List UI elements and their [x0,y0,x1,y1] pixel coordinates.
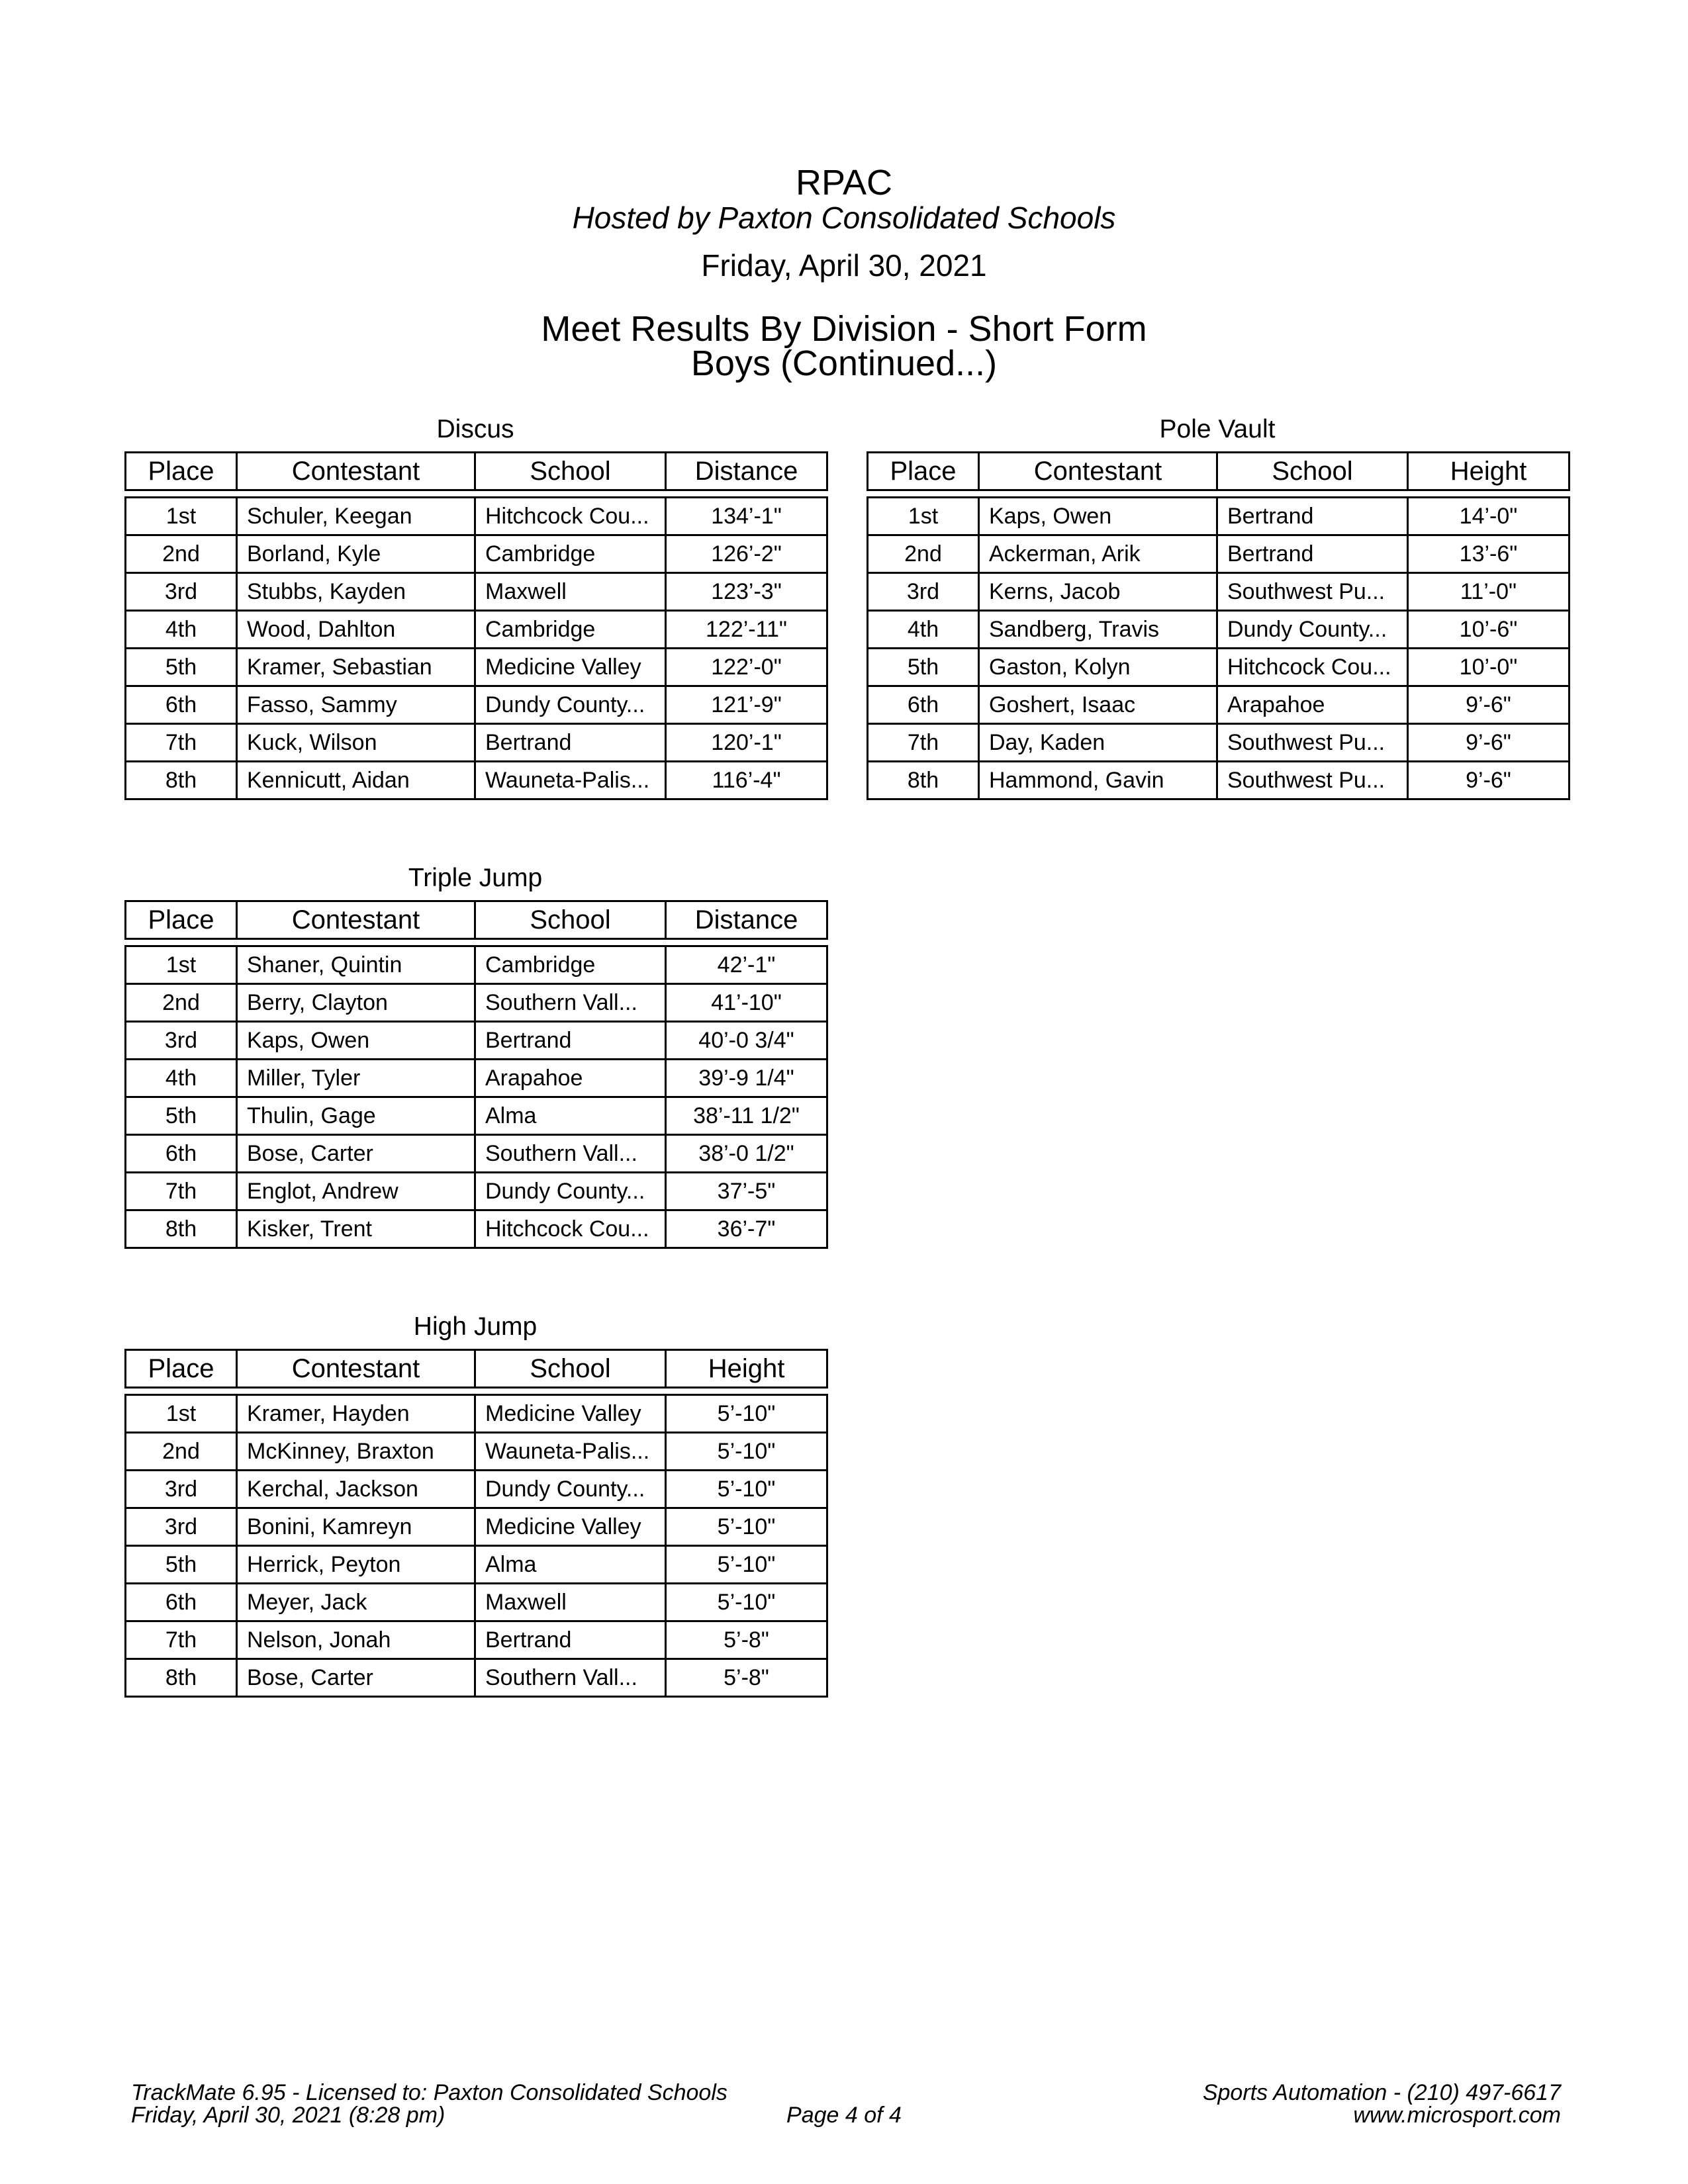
cell-mark: 9’-6" [1408,762,1570,799]
table-row [126,1584,827,1621]
cell-school: Bertrand [475,724,666,762]
cell-school: Southern Vall... [475,984,666,1022]
cell-school: Hitchcock Cou... [475,498,666,535]
meet-name: RPAC [795,163,893,203]
cell-place: 7th [126,1621,237,1659]
cell-contestant: Herrick, Peyton [237,1546,475,1584]
table-row [126,1433,827,1471]
cell-school: Hitchcock Cou... [475,1210,666,1248]
cell-school: Wauneta-Palis... [475,762,666,799]
column-header-contestant: Contestant [237,901,475,939]
table-row [868,762,1570,799]
cell-school: Medicine Valley [475,1508,666,1546]
cell-contestant: Kaps, Owen [237,1022,475,1060]
cell-contestant: Kerchal, Jackson [237,1471,475,1508]
event-pole-vault [867,412,1568,800]
cell-contestant: Borland, Kyle [237,535,475,573]
cell-mark: 123’-3" [666,573,827,611]
cell-contestant: Kramer, Sebastian [237,649,475,686]
cell-mark: 5’-8" [666,1659,827,1697]
cell-school: Southwest Pu... [1217,573,1408,611]
cell-mark: 10’-6" [1408,611,1570,649]
cell-mark: 5’-10" [666,1584,827,1621]
cell-school: Southwest Pu... [1217,724,1408,762]
cell-school: Alma [475,1546,666,1584]
cell-contestant: Wood, Dahlton [237,611,475,649]
cell-mark: 134’-1" [666,498,827,535]
table-row [868,573,1570,611]
cell-contestant: Miller, Tyler [237,1060,475,1097]
cell-school: Bertrand [475,1621,666,1659]
table-row [126,1097,827,1135]
cell-school: Dundy County... [475,1173,666,1210]
event-discus [124,412,826,800]
cell-place: 8th [126,1210,237,1248]
header-row [126,453,827,490]
cell-place: 8th [126,762,237,799]
cell-place: 5th [126,1546,237,1584]
column-header-school: School [475,453,666,490]
results-table [124,900,828,1249]
table-row [126,1508,827,1546]
cell-place: 1st [126,1395,237,1433]
table-row [126,724,827,762]
cell-school: Wauneta-Palis... [475,1433,666,1471]
cell-place: 1st [868,498,979,535]
cell-contestant: Schuler, Keegan [237,498,475,535]
table-row [868,686,1570,724]
cell-contestant: Day, Kaden [979,724,1217,762]
column-header-school: School [475,1350,666,1388]
host-line: Hosted by Paxton Consolidated Schools [572,201,1116,235]
cell-place: 3rd [126,1508,237,1546]
cell-contestant: Kramer, Hayden [237,1395,475,1433]
column-header-mark: Height [1408,453,1570,490]
cell-place: 1st [126,946,237,984]
cell-mark: 37’-5" [666,1173,827,1210]
cell-school: Cambridge [475,611,666,649]
cell-mark: 122’-11" [666,611,827,649]
cell-mark: 41’-10" [666,984,827,1022]
cell-contestant: Hammond, Gavin [979,762,1217,799]
column-header-school: School [475,901,666,939]
cell-contestant: Goshert, Isaac [979,686,1217,724]
footer-vendor-url: www.microsport.com [1353,2103,1561,2128]
table-row [868,724,1570,762]
cell-place: 3rd [126,573,237,611]
cell-school: Dundy County... [1217,611,1408,649]
cell-place: 5th [868,649,979,686]
cell-school: Medicine Valley [475,1395,666,1433]
cell-contestant: Stubbs, Kayden [237,573,475,611]
cell-contestant: Ackerman, Arik [979,535,1217,573]
cell-mark: 116’-4" [666,762,827,799]
cell-mark: 38’-11 1/2" [666,1097,827,1135]
cell-contestant: Meyer, Jack [237,1584,475,1621]
cell-school: Southern Vall... [475,1659,666,1697]
table-row [126,984,827,1022]
cell-contestant: Englot, Andrew [237,1173,475,1210]
cell-mark: 39’-9 1/4" [666,1060,827,1097]
cell-contestant: Bonini, Kamreyn [237,1508,475,1546]
cell-school: Dundy County... [475,1471,666,1508]
cell-contestant: Bose, Carter [237,1659,475,1697]
column-header-mark: Distance [666,901,827,939]
column-header-mark: Height [666,1350,827,1388]
cell-contestant: Thulin, Gage [237,1097,475,1135]
table-row [868,611,1570,649]
header-row [868,453,1570,490]
cell-mark: 5’-10" [666,1471,827,1508]
cell-contestant: Berry, Clayton [237,984,475,1022]
results-table [124,1349,828,1698]
cell-mark: 121’-9" [666,686,827,724]
cell-place: 2nd [126,1433,237,1471]
event-title: Discus [436,415,514,443]
footer-vendor [1203,2081,1561,2126]
cell-school: Arapahoe [1217,686,1408,724]
column-header-place: Place [126,1350,237,1388]
cell-school: Cambridge [475,946,666,984]
table-row [126,1022,827,1060]
cell-place: 5th [126,649,237,686]
cell-mark: 40’-0 3/4" [666,1022,827,1060]
footer-license-line: TrackMate 6.95 - Licensed to: Paxton Consolidated Schools [131,2080,727,2105]
table-row [868,649,1570,686]
cell-place: 7th [126,1173,237,1210]
table-row [126,1210,827,1248]
table-row [126,1173,827,1210]
cell-place: 5th [126,1097,237,1135]
cell-contestant: Nelson, Jonah [237,1621,475,1659]
cell-mark: 10’-0" [1408,649,1570,686]
event-high-jump [124,1309,826,1698]
column-header-contestant: Contestant [979,453,1217,490]
cell-mark: 13’-6" [1408,535,1570,573]
table-row [126,1621,827,1659]
cell-contestant: Gaston, Kolyn [979,649,1217,686]
cell-mark: 38’-0 1/2" [666,1135,827,1173]
cell-mark: 42’-1" [666,946,827,984]
cell-mark: 5’-10" [666,1508,827,1546]
results-table [124,451,828,800]
column-header-contestant: Contestant [237,453,475,490]
table-row [868,498,1570,535]
cell-place: 2nd [126,984,237,1022]
cell-place: 2nd [126,535,237,573]
cell-place: 4th [126,611,237,649]
header-row [126,901,827,939]
meet-date: Friday, April 30, 2021 [701,248,987,283]
cell-place: 8th [868,762,979,799]
cell-place: 2nd [868,535,979,573]
table-row [126,649,827,686]
cell-contestant: McKinney, Braxton [237,1433,475,1471]
cell-mark: 5’-10" [666,1433,827,1471]
cell-contestant: Kaps, Owen [979,498,1217,535]
cell-school: Cambridge [475,535,666,573]
cell-place: 6th [126,1584,237,1621]
cell-school: Hitchcock Cou... [1217,649,1408,686]
cell-mark: 9’-6" [1408,686,1570,724]
cell-school: Maxwell [475,573,666,611]
table-row [126,762,827,799]
table-row [126,686,827,724]
cell-school: Maxwell [475,1584,666,1621]
cell-contestant: Kerns, Jacob [979,573,1217,611]
cell-school: Bertrand [1217,498,1408,535]
header-row [126,1350,827,1388]
cell-contestant: Sandberg, Travis [979,611,1217,649]
cell-school: Arapahoe [475,1060,666,1097]
cell-school: Medicine Valley [475,649,666,686]
footer-print-date: Friday, April 30, 2021 (8:28 pm) [131,2103,445,2128]
table-row [126,1395,827,1433]
table-row [126,1135,827,1173]
report-title: Meet Results By Division - Short Form [541,309,1147,349]
cell-place: 3rd [126,1471,237,1508]
cell-contestant: Shaner, Quintin [237,946,475,984]
cell-school: Bertrand [475,1022,666,1060]
cell-place: 7th [126,724,237,762]
cell-contestant: Fasso, Sammy [237,686,475,724]
cell-contestant: Bose, Carter [237,1135,475,1173]
cell-mark: 126’-2" [666,535,827,573]
cell-place: 8th [126,1659,237,1697]
cell-mark: 5’-10" [666,1395,827,1433]
footer-vendor-phone: Sports Automation - (210) 497-6617 [1202,2080,1561,2105]
cell-contestant: Kuck, Wilson [237,724,475,762]
cell-mark: 9’-6" [1408,724,1570,762]
event-title: High Jump [413,1312,538,1341]
cell-school: Dundy County... [475,686,666,724]
cell-mark: 5’-10" [666,1546,827,1584]
table-row [126,1471,827,1508]
cell-mark: 14’-0" [1408,498,1570,535]
cell-mark: 36’-7" [666,1210,827,1248]
cell-place: 6th [868,686,979,724]
cell-mark: 122’-0" [666,649,827,686]
table-row [126,611,827,649]
cell-place: 6th [126,1135,237,1173]
cell-place: 4th [126,1060,237,1097]
report-subtitle: Boys (Continued...) [690,343,998,383]
column-header-contestant: Contestant [237,1350,475,1388]
cell-school: Southern Vall... [475,1135,666,1173]
table-row [126,498,827,535]
column-header-mark: Distance [666,453,827,490]
cell-school: Southwest Pu... [1217,762,1408,799]
event-triple-jump [124,860,826,1249]
cell-contestant: Kennicutt, Aidan [237,762,475,799]
table-row [126,946,827,984]
cell-place: 3rd [126,1022,237,1060]
table-row [126,1659,827,1697]
cell-contestant: Kisker, Trent [237,1210,475,1248]
cell-place: 7th [868,724,979,762]
cell-mark: 120’-1" [666,724,827,762]
column-header-place: Place [868,453,979,490]
cell-school: Alma [475,1097,666,1135]
cell-school: Bertrand [1217,535,1408,573]
results-table [867,451,1570,800]
column-header-place: Place [126,453,237,490]
event-title: Pole Vault [1159,415,1276,443]
table-row [868,535,1570,573]
table-row [126,573,827,611]
column-header-place: Place [126,901,237,939]
cell-mark: 5’-8" [666,1621,827,1659]
page-number: Page 4 of 4 [786,2103,902,2128]
table-row [126,1546,827,1584]
cell-place: 4th [868,611,979,649]
table-row [126,1060,827,1097]
cell-mark: 11’-0" [1408,573,1570,611]
cell-place: 6th [126,686,237,724]
cell-place: 1st [126,498,237,535]
table-row [126,535,827,573]
column-header-school: School [1217,453,1408,490]
cell-place: 3rd [868,573,979,611]
event-title: Triple Jump [408,864,543,892]
